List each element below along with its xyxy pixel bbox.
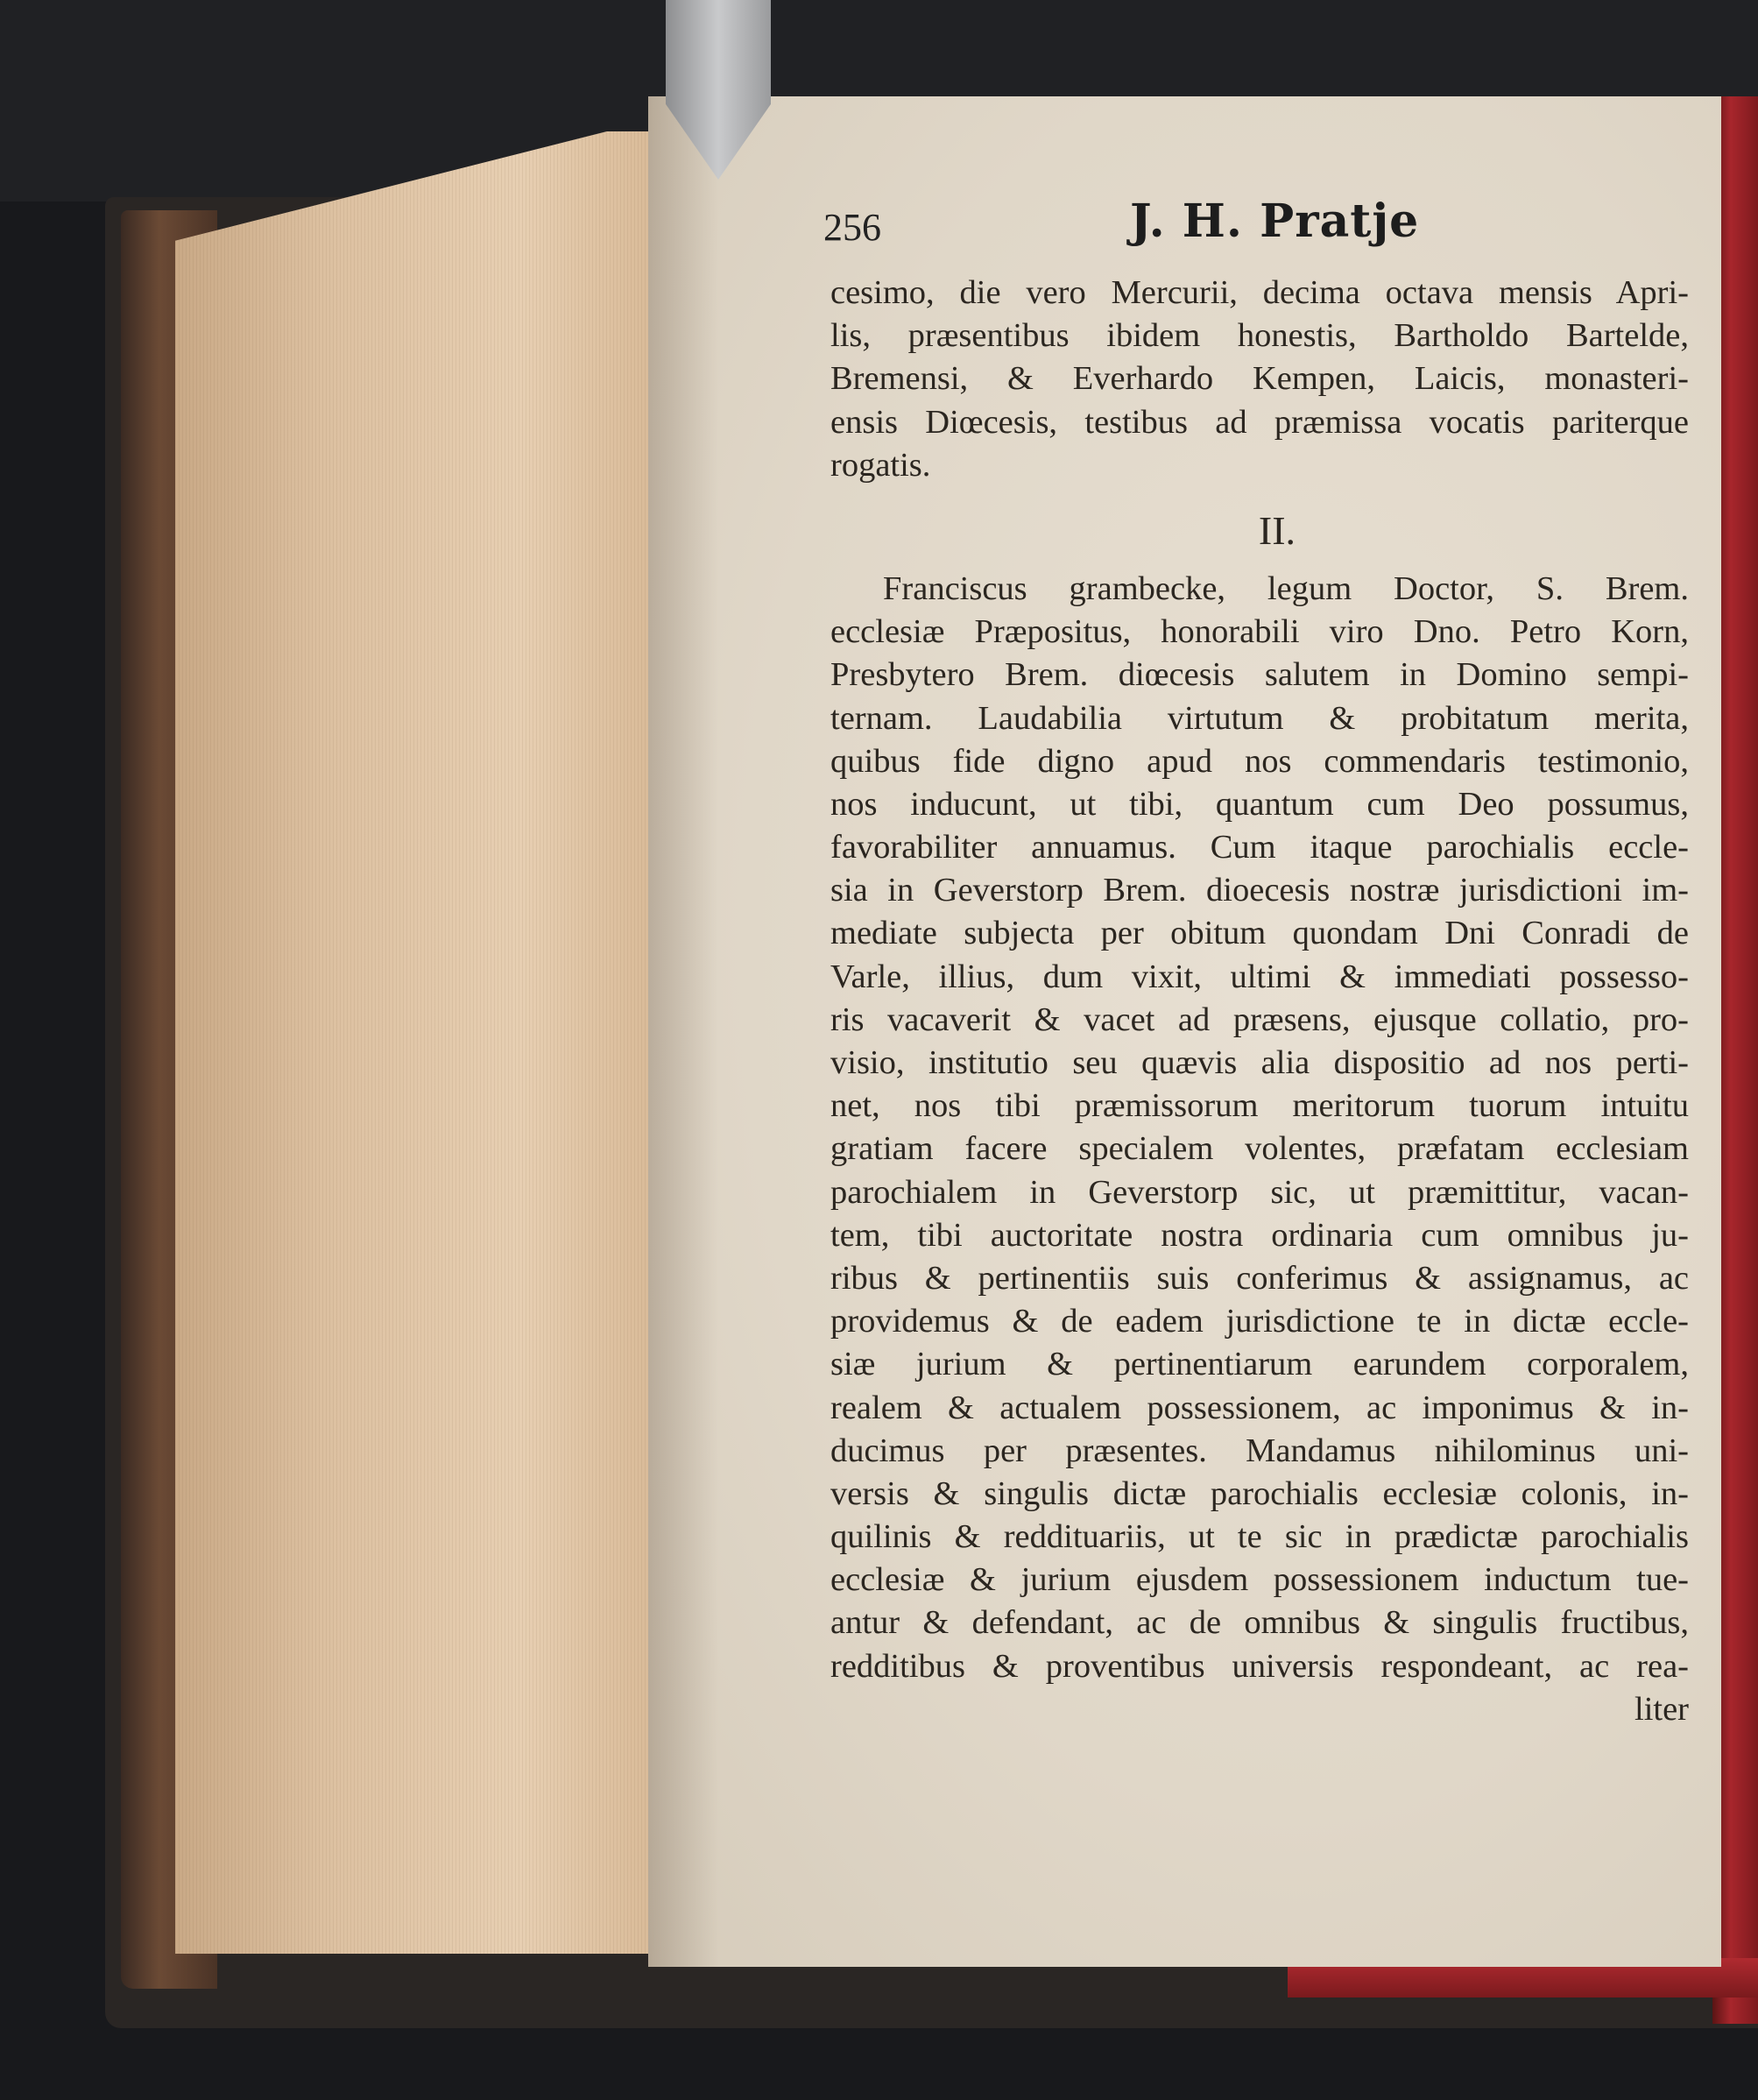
text-line: siæ jurium & pertinentiarum earundem corporalem, [830,1346,1689,1383]
text-line: visio, institutio seu quævis alia dispositio ad nos perti- [830,1044,1689,1081]
page-number: 256 [823,206,881,249]
text-line: antur & defendant, ac de omnibus & singulis fructibus, [830,1604,1689,1642]
text-line: redditibus & proventibus universis respondeant, ac rea- [830,1647,1689,1685]
text-line: lis, præsentibus ibidem honestis, Bartholdo Bartelde, [830,317,1689,355]
text-line: tem, tibi auctoritate nostra ordinaria cum omnibus ju- [830,1216,1689,1254]
text-line: ris vacaverit & vacet ad præsens, ejusque collatio, pro- [830,1001,1689,1038]
text-line: ensis Diœcesis, testibus ad præmissa vocatis pariterque [830,403,1689,441]
text-line: Presbytero Brem. diœcesis salutem in Domino sempi- [830,656,1689,694]
catchword: liter [1634,1690,1689,1728]
text-line: mediate subjecta per obitum quondam Dni Conradi de [830,915,1689,952]
page-text [830,272,1689,1731]
text-line: ribus & pertinentiis suis conferimus & assignamus, ac [830,1259,1689,1297]
text-line: versis & singulis dictæ parochialis ecclesiæ colonis, in- [830,1474,1689,1512]
text-line: realem & actualem possessionem, ac imponimus & in- [830,1389,1689,1426]
text-line: ternam. Laudabilia virtutum & probitatum merita, [830,699,1689,737]
gutter-shadow [648,96,718,1967]
text-line: Franciscus grambecke, legum Doctor, S. Brem. [883,569,1689,607]
text-line: Varle, illius, dum vixit, ultimi & immediati possesso- [830,958,1689,995]
text-line: providemus & de eadem jurisdictione te in dictæ eccle- [830,1303,1689,1340]
section-heading: II. [1258,507,1296,553]
text-line: quibus fide digno apud nos commendaris testimonio, [830,742,1689,780]
text-line: ecclesiæ & jurium ejusdem possessionem inductum tue- [830,1561,1689,1599]
text-line: cesimo, die vero Mercurii, decima octava mensis Apri- [830,274,1689,311]
text-line: nos inducunt, ut tibi, quantum cum Deo possumus, [830,785,1689,823]
text-line: parochialem in Geverstorp sic, ut præmittitur, vacan- [830,1173,1689,1211]
page-block-edge [175,131,666,1954]
page-header [823,194,1647,256]
text-line: ducimus per præsentes. Mandamus nihilominus uni- [830,1432,1689,1469]
text-line: favorabiliter annuamus. Cum itaque parochialis eccle- [830,829,1689,866]
text-line: ecclesiæ Præpositus, honorabili viro Dno. Petro Korn, [830,613,1689,651]
running-head: J. H. Pratje [1130,194,1420,248]
text-line: Bremensi, & Everhardo Kempen, Laicis, monasteri- [830,360,1689,398]
text-line: sia in Geverstorp Brem. dioecesis nostræ jurisdictioni im- [830,872,1689,909]
text-line: quilinis & reddituariis, ut te sic in prædictæ parochialis [830,1518,1689,1556]
text-line: rogatis. [830,446,931,484]
text-line: net, nos tibi præmissorum meritorum tuorum intuitu [830,1087,1689,1125]
text-line: gratiam facere specialem volentes, præfatam ecclesiam [830,1130,1689,1168]
